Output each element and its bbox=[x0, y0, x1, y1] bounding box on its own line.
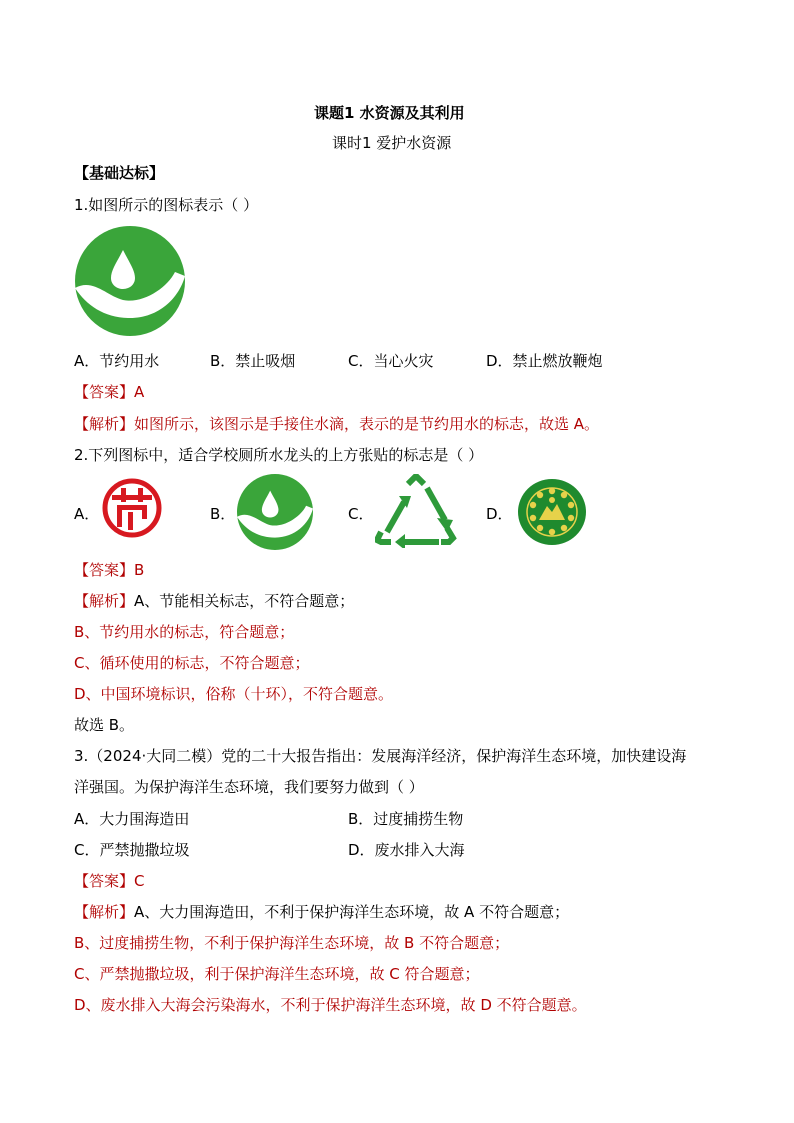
q3-stem-line-1: 3.（2024·大同二模）党的二十大报告指出：发展海洋经济，保护海洋生态环境，加快建设海 bbox=[74, 747, 687, 765]
q1-option-b: B．禁止吸烟 bbox=[210, 352, 296, 370]
q3-analysis-label: 【解析】 bbox=[74, 903, 135, 921]
q1-stem: 1.如图所示的图标表示（ ） bbox=[74, 196, 259, 214]
q3-option-d: D．废水排入大海 bbox=[348, 841, 465, 859]
q3-option-c: C．严禁抛撒垃圾 bbox=[74, 841, 190, 859]
energy-saving-icon bbox=[102, 478, 162, 538]
q1-answer bbox=[74, 382, 144, 402]
q3-stem-line-2: 洋强国。为保护海洋生态环境，我们要努力做到（ ） bbox=[74, 778, 424, 796]
q2-analysis-text-1: A、节能相关标志，不符合题意； bbox=[134, 592, 355, 610]
page-title: 课题1 水资源及其利用 bbox=[314, 104, 465, 122]
q2-conclusion: 故选 B。 bbox=[74, 716, 135, 734]
q1-option-d: D．禁止燃放鞭炮 bbox=[486, 352, 603, 370]
water-saving-icon bbox=[237, 474, 313, 550]
page-subtitle: 课时1 爱护水资源 bbox=[332, 134, 452, 152]
q2-option-a-image bbox=[102, 478, 162, 538]
q2-option-c-letter: C． bbox=[348, 505, 374, 523]
q2-option-d-letter: D． bbox=[486, 505, 513, 523]
q2-option-b-image bbox=[237, 474, 313, 550]
q2-analysis-label: 【解析】 bbox=[74, 592, 135, 610]
q3-answer-value: C bbox=[134, 872, 145, 890]
q1-option-a: A．节约用水 bbox=[74, 352, 160, 370]
q3-option-b: B．过度捕捞生物 bbox=[348, 810, 464, 828]
q3-analysis-line-2: B、过度捕捞生物，不利于保护海洋生态环境，故 B 不符合题意； bbox=[74, 934, 510, 952]
q3-analysis-text-1: A、大力围海造田，不利于保护海洋生态环境，故 A 不符合题意； bbox=[134, 903, 570, 921]
recycle-icon bbox=[375, 474, 457, 548]
q1-analysis-label: 【解析】 bbox=[74, 415, 135, 433]
q3-option-a: A．大力围海造田 bbox=[74, 810, 190, 828]
q2-analysis-line-2: B、节约用水的标志，符合题意； bbox=[74, 623, 295, 641]
q3-answer bbox=[74, 871, 145, 891]
q1-answer-label: 【答案】 bbox=[74, 383, 135, 401]
q2-option-a-letter: A． bbox=[74, 505, 100, 523]
q2-analysis-line-3: C、循环使用的标志，不符合题意； bbox=[74, 654, 310, 672]
q3-analysis-line-3: C、严禁抛撒垃圾，利于保护海洋生态环境，故 C 符合题意； bbox=[74, 965, 480, 983]
q2-analysis-line-1 bbox=[74, 591, 354, 611]
q2-option-c-image bbox=[375, 474, 457, 548]
q2-option-b-letter: B． bbox=[210, 505, 236, 523]
section-heading: 【基础达标】 bbox=[74, 164, 165, 182]
q1-analysis-text: 如图所示，该图示是手接住水滴，表示的是节约用水的标志，故选 A。 bbox=[134, 415, 600, 433]
q2-answer-value: B bbox=[134, 561, 145, 579]
q1-analysis bbox=[74, 414, 599, 434]
china-environmental-label-icon bbox=[517, 478, 587, 546]
q1-answer-value: A bbox=[134, 383, 145, 401]
q2-answer-label: 【答案】 bbox=[74, 561, 135, 579]
q1-option-c: C．当心火灾 bbox=[348, 352, 434, 370]
q2-answer bbox=[74, 560, 144, 580]
q2-option-d-image bbox=[517, 478, 587, 546]
q3-analysis-line-4: D、废水排入大海会污染海水，不利于保护海洋生态环境，故 D 不符合题意。 bbox=[74, 996, 587, 1014]
q1-water-saving-logo bbox=[75, 226, 185, 336]
water-saving-icon bbox=[75, 226, 185, 336]
q3-analysis-line-1 bbox=[74, 902, 569, 922]
q2-stem: 2.下列图标中，适合学校厕所水龙头的上方张贴的标志是（ ） bbox=[74, 446, 484, 464]
q2-analysis-line-4: D、中国环境标识，俗称（十环），不符合题意。 bbox=[74, 685, 394, 703]
q3-answer-label: 【答案】 bbox=[74, 872, 135, 890]
